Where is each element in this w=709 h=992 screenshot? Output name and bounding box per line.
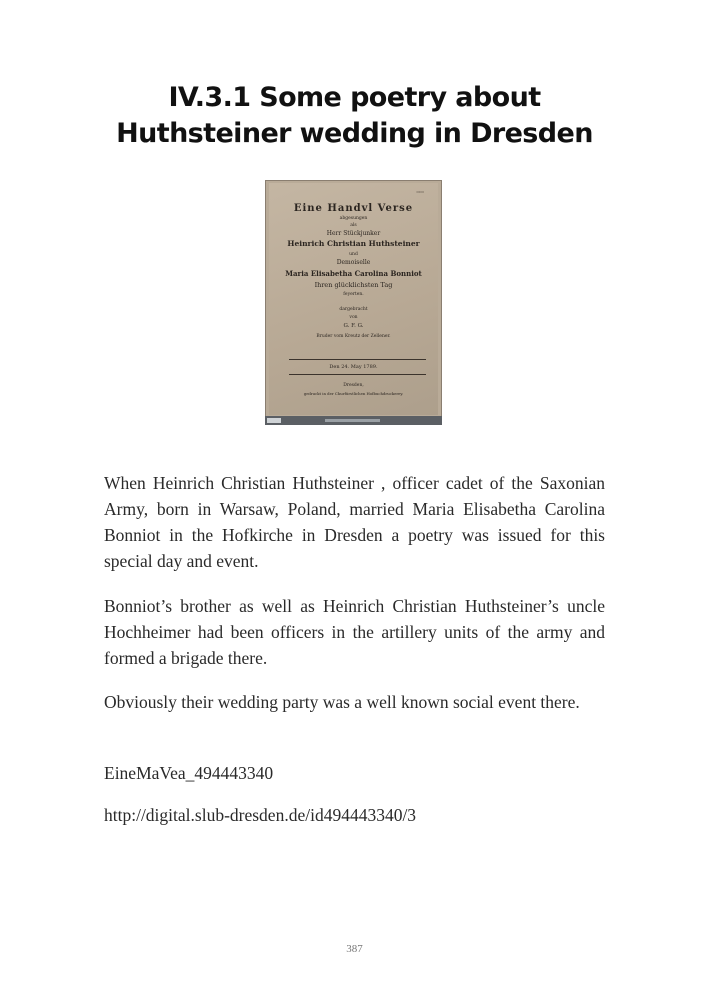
scan-line: gedruckt in der Churfürstlichen Hofbuchdruckerey. <box>303 391 404 396</box>
page-title-line-1: IV.3.1 Some poetry about <box>168 82 541 113</box>
body-paragraph: Obviously their wedding party was a well known social event there. <box>104 692 580 712</box>
viewer-caption-mark <box>325 419 380 422</box>
page-title <box>0 80 709 152</box>
scan-line: dargebracht <box>339 307 368 312</box>
page-title-line-2: Huthsteiner wedding in Dresden <box>116 118 593 149</box>
scan-line: abgesungen <box>339 216 368 221</box>
scan-rule <box>289 374 426 375</box>
scan-line: feyerten. <box>343 292 364 297</box>
page-number: 387 <box>346 943 363 955</box>
scan-line: Dresden, <box>343 383 364 388</box>
body-paragraph: Bonniot’s brother as well as Heinrich Christian Huthsteiner’s uncle Hochheimer had been officers in the artillery units of the army and formed a brigade there. <box>104 596 605 668</box>
scan-viewer-bar <box>265 416 442 425</box>
title-page-scan-image <box>265 180 442 425</box>
source-url: http://digital.slub-dresden.de/id494443340/3 <box>104 805 417 825</box>
scan-line: und <box>349 252 358 257</box>
body-paragraph: When Heinrich Christian Huthsteiner , officer cadet of the Saxonian Army, born in Warsaw, Poland, married Maria Elisabetha Carolina Bonniot in the Hofkirche in Dresden a poetry was issued for this special day and event. <box>104 473 605 571</box>
scan-line: Maria Elisabetha Carolina Bonniot <box>285 269 422 278</box>
scan-line: als <box>350 223 357 228</box>
scan-line: Bruder vom Kreutz der Zellener. <box>316 334 391 339</box>
scan-line: Heinrich Christian Huthsteiner <box>287 239 420 248</box>
scan-line: Herr Stückjunker <box>326 230 381 237</box>
scan-rule <box>289 359 426 360</box>
scan-corner-mark: ▭▭ <box>416 189 424 194</box>
scan-line: Den 24. May 1789. <box>329 364 378 370</box>
scan-line: Eine Handvl Verse <box>293 203 414 214</box>
scan-paper <box>269 183 438 415</box>
viewer-logo-icon <box>267 418 281 423</box>
scan-line: von <box>349 315 358 320</box>
scan-line: Demoiselle <box>336 259 371 266</box>
scan-line: G. F. G. <box>343 323 364 329</box>
scan-line: Ihren glücklichsten Tag <box>314 281 393 289</box>
source-identifier: EineMaVea_494443340 <box>104 763 274 783</box>
